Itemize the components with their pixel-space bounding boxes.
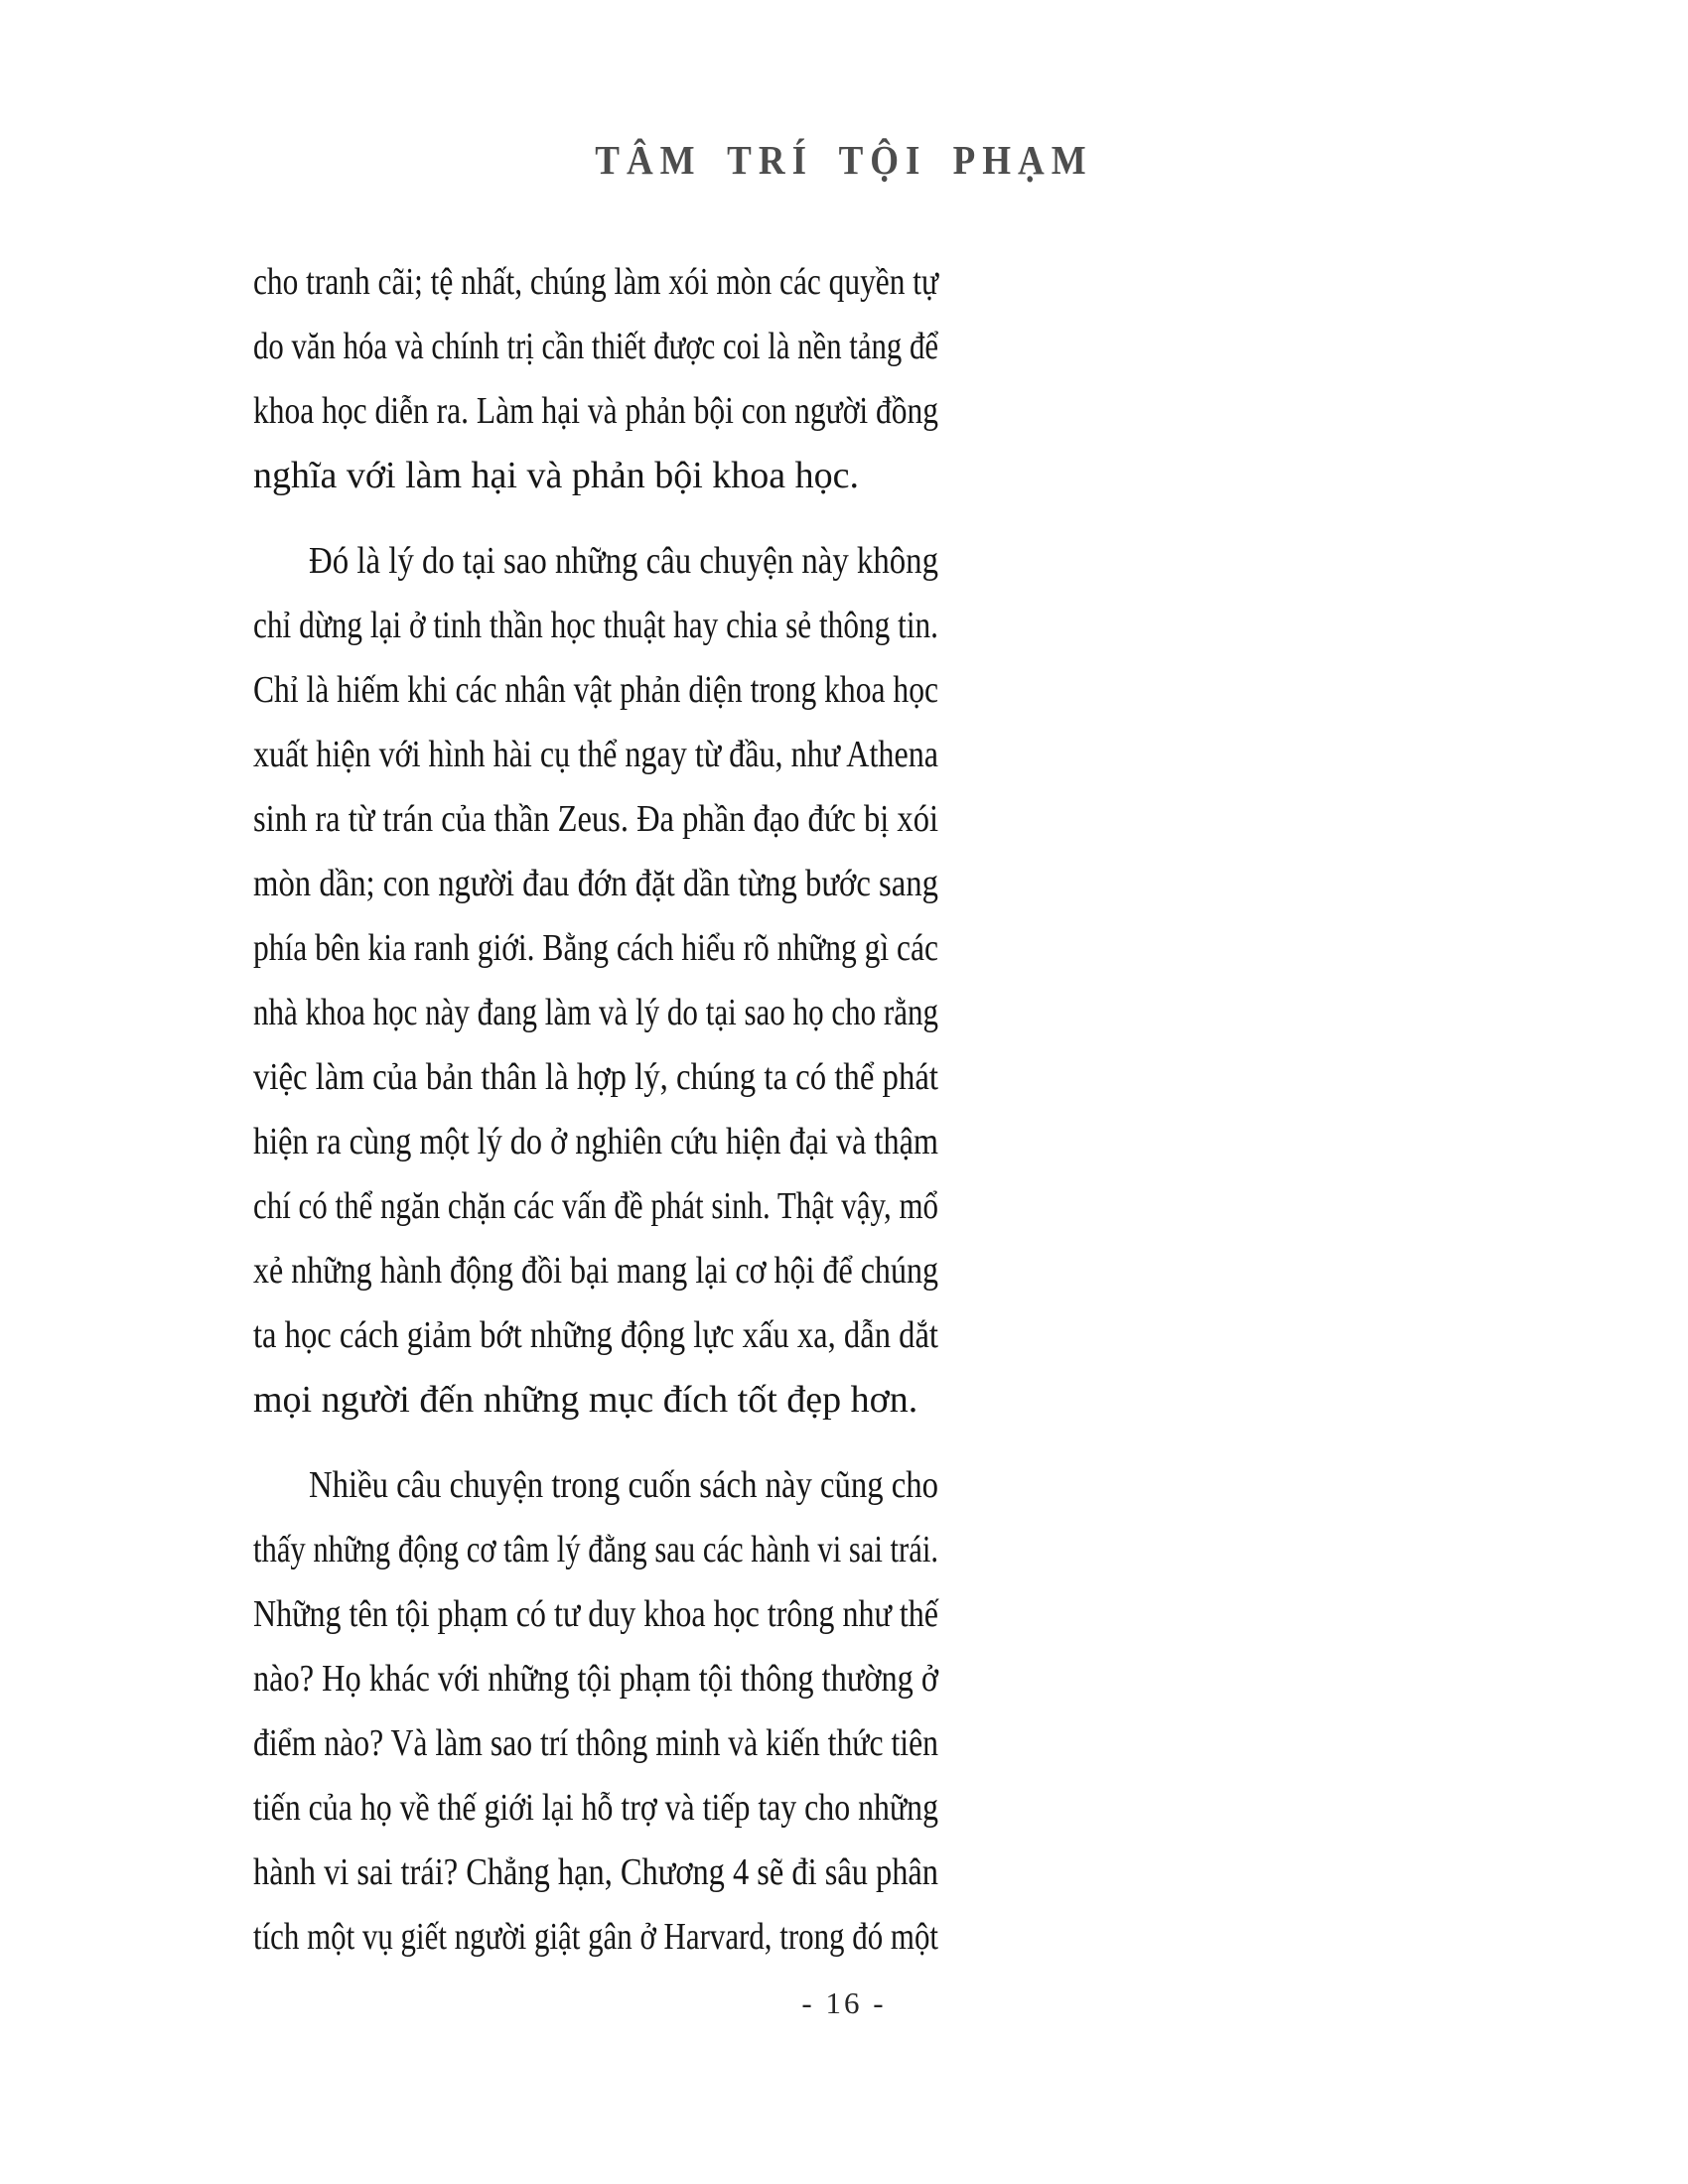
text-line: hiện ra cùng một lý do ở nghiên cứu hiện đại và thậm [253, 1121, 938, 1162]
paragraph [253, 1453, 938, 1970]
text-line: sinh ra từ trán của thần Zeus. Đa phần đạo đức bị xói [253, 798, 938, 840]
text-line: tích một vụ giết người giật gân ở Harvard, trong đó một [253, 1916, 938, 1958]
text-line: mòn dần; con người đau đớn đặt dần từng bước sang [253, 863, 938, 904]
running-header-title: TÂM TRÍ TỘI PHẠM [595, 138, 1093, 185]
text-line: chí có thể ngăn chặn các vấn đề phát sinh. Thật vậy, mổ [253, 1185, 938, 1227]
text-line: nhà khoa học này đang làm và lý do tại sao họ cho rằng [253, 992, 938, 1033]
paragraph [253, 250, 938, 508]
text-line: Những tên tội phạm có tư duy khoa học trông như thế [253, 1593, 938, 1635]
text-line: khoa học diễn ra. Làm hại và phản bội con người đồng [253, 390, 938, 432]
text-line: chỉ dừng lại ở tinh thần học thuật hay chia sẻ thông tin. [253, 605, 938, 646]
text-line: tiến của họ về thế giới lại hỗ trợ và tiếp tay cho những [253, 1787, 938, 1829]
text-line: việc làm của bản thân là hợp lý, chúng ta có thể phát [253, 1056, 938, 1098]
text-line: nghĩa với làm hại và phản bội khoa học. [253, 455, 860, 496]
text-line: Nhiều câu chuyện trong cuốn sách này cũng cho [309, 1464, 938, 1506]
text-line: xẻ những hành động đồi bại mang lại cơ hội để chúng [253, 1250, 938, 1292]
text-line: xuất hiện với hình hài cụ thể ngay từ đầu, như Athena [253, 734, 938, 775]
page-body [253, 250, 938, 1970]
text-line: Đó là lý do tại sao những câu chuyện này không [309, 540, 938, 582]
text-line: do văn hóa và chính trị cần thiết được coi là nền tảng để [253, 326, 938, 367]
text-line: mọi người đến những mục đích tốt đẹp hơn. [253, 1379, 918, 1421]
text-line: hành vi sai trái? Chẳng hạn, Chương 4 sẽ đi sâu phân [253, 1851, 938, 1893]
text-line: điểm nào? Và làm sao trí thông minh và kiến thức tiên [253, 1722, 938, 1764]
text-line: phía bên kia ranh giới. Bằng cách hiểu rõ những gì các [253, 927, 938, 969]
text-line: Chỉ là hiếm khi các nhân vật phản diện trong khoa học [253, 669, 938, 711]
text-line: thấy những động cơ tâm lý đằng sau các hành vi sai trái. [253, 1529, 938, 1570]
text-line: ta học cách giảm bớt những động lực xấu xa, dẫn dắt [253, 1314, 938, 1356]
page-number: - 16 - [801, 1985, 887, 2020]
text-line: cho tranh cãi; tệ nhất, chúng làm xói mòn các quyền tự [253, 261, 938, 303]
text-line: nào? Họ khác với những tội phạm tội thông thường ở [253, 1658, 938, 1700]
paragraph [253, 529, 938, 1433]
